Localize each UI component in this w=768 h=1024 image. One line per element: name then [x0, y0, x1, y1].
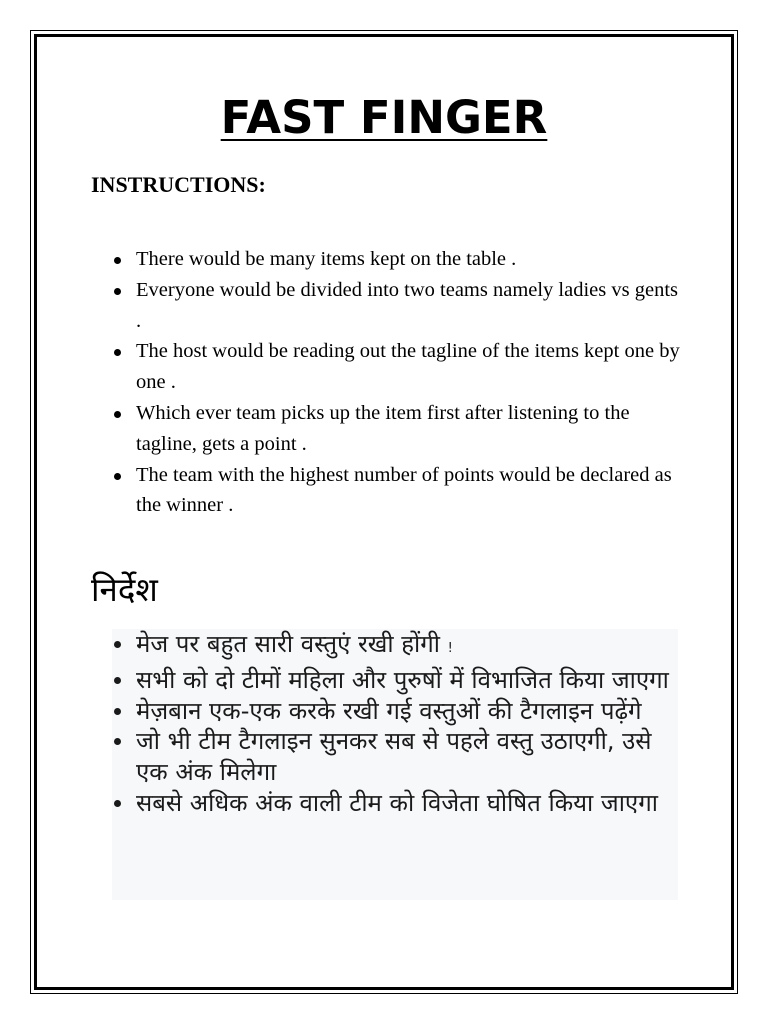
- hindi-instruction-item: [136, 629, 676, 665]
- hindi-instructions-heading: निर्देश: [91, 570, 158, 609]
- instruction-item: There would be many items kept on the table .: [136, 244, 681, 275]
- instructions-list: [136, 244, 681, 521]
- hindi-instruction-item: सबसे अधिक अंक वाली टीम को विजेता घोषित किया जाएगा: [136, 788, 676, 819]
- hindi-instruction-item: जो भी टीम टैगलाइन सुनकर सब से पहले वस्तु उठाएगी, उसे एक अंक मिलेगा: [136, 726, 676, 788]
- hindi-instruction-item: मेज़बान एक-एक करके रखी गई वस्तुओं की टैगलाइन पढ़ेंगे: [136, 696, 676, 727]
- instruction-item: The team with the highest number of points would be declared as the winner .: [136, 460, 681, 522]
- hindi-instructions-list: [136, 629, 676, 819]
- document-title: [0, 88, 768, 148]
- instruction-item: Everyone would be divided into two teams namely ladies vs gents .: [136, 275, 681, 337]
- hindi-instruction-exclamation: !: [447, 641, 453, 656]
- hindi-instruction-item: सभी को दो टीमों महिला और पुरुषों में विभाजित किया जाएगा: [136, 665, 676, 696]
- document-title-text: FAST FINGER: [220, 91, 548, 144]
- instruction-item: Which ever team picks up the item first after listening to the tagline, gets a point .: [136, 398, 681, 460]
- instructions-heading: INSTRUCTIONS:: [91, 172, 266, 197]
- instruction-item: The host would be reading out the tagline of the items kept one by one .: [136, 336, 681, 398]
- hindi-instruction-text: मेज पर बहुत सारी वस्तुएं रखी होंगी: [136, 630, 440, 658]
